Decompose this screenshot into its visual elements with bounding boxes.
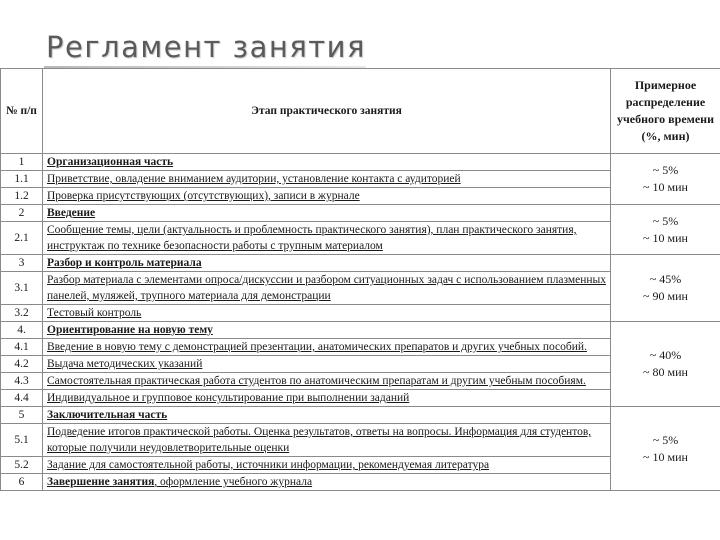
- stage-text: Введение: [43, 205, 611, 222]
- row-number: 5: [1, 407, 43, 424]
- table-row: [1, 205, 720, 222]
- table-row: [1, 255, 720, 272]
- time-block-5: [611, 407, 720, 491]
- row-number: 4.1: [1, 339, 43, 356]
- time-percent: ~ 5%: [652, 432, 679, 447]
- time-percent: ~ 40%: [649, 348, 682, 362]
- table-row: [1, 407, 720, 424]
- stage-text: [43, 474, 611, 491]
- stage-text: Самостоятельная практическая работа студентов по анатомическим препаратам и другим учебным пособиям.: [43, 373, 611, 390]
- time-block-2: [611, 205, 720, 255]
- row-number: 1.1: [1, 171, 43, 188]
- row-number: 5.2: [1, 457, 43, 474]
- stage-text: Разбор материала с элементами опроса/дискуссии и разбором ситуационных задач с использованием плазменных панелей, муляжей, трупного материала для демонстрации: [43, 272, 611, 305]
- stage-text: Приветствие, овладение вниманием аудитории, установление контакта с аудиторией: [43, 171, 611, 188]
- stage-text: Подведение итогов практической работы. Оценка результатов, ответы на вопросы. Информация для студентов, которые получили неудовлетворительные оценки: [43, 424, 611, 457]
- row-number: 3: [1, 255, 43, 272]
- time-percent: ~ 45%: [649, 272, 682, 286]
- time-block-1: [611, 154, 720, 205]
- row-number: 3.1: [1, 272, 43, 305]
- stage-text: Организационная часть: [43, 154, 611, 171]
- row-number: 1: [1, 154, 43, 171]
- time-percent: ~ 5%: [652, 213, 679, 228]
- time-minutes: ~ 10 мин: [643, 180, 688, 194]
- row-number: 2.1: [1, 222, 43, 255]
- stage-text: Сообщение темы, цели (актуальность и проблемность практического занятия), план практического занятия, инструктаж по технике безопасности работы с трупным материалом: [43, 222, 611, 255]
- header-number: № п/п: [1, 69, 43, 154]
- time-minutes: ~ 90 мин: [643, 289, 688, 303]
- row-number: 4.3: [1, 373, 43, 390]
- table-row: [1, 322, 720, 339]
- stage-text: Проверка присутствующих (отсутствующих), записи в журнале: [43, 188, 611, 205]
- header-stage: Этап практического занятия: [43, 69, 611, 154]
- stage-text: Ориентирование на новую тему: [43, 322, 611, 339]
- stage-text-bold: Завершение занятия: [47, 476, 155, 488]
- row-number: 5.1: [1, 424, 43, 457]
- stage-text: Тестовый контроль: [43, 305, 611, 322]
- stage-text: Задание для самостоятельной работы, источники информации, рекомендуемая литература: [43, 457, 611, 474]
- table-row: [1, 154, 720, 171]
- stage-text: Заключительная часть: [43, 407, 611, 424]
- slide-title: Регламент занятия: [46, 30, 366, 64]
- row-number: 4.: [1, 322, 43, 339]
- table-header-row: [1, 69, 720, 154]
- time-minutes: ~ 80 мин: [643, 365, 688, 379]
- header-time: Примерное распределение учебного времени (%, мин): [611, 69, 720, 154]
- stage-text: Выдача методических указаний: [43, 356, 611, 373]
- time-minutes: ~ 10 мин: [643, 230, 688, 245]
- row-number: 6: [1, 474, 43, 491]
- row-number: 4.2: [1, 356, 43, 373]
- stage-text: Разбор и контроль материала: [43, 255, 611, 272]
- row-number: 4.4: [1, 390, 43, 407]
- stage-text-rest: , оформление учебного журнала: [154, 476, 313, 488]
- stage-text: Индивидуальное и групповое консультирование при выполнении заданий: [43, 390, 611, 407]
- row-number: 2: [1, 205, 43, 222]
- time-percent: ~ 5%: [652, 163, 679, 177]
- time-minutes: ~ 10 мин: [643, 449, 688, 464]
- stage-text: Введение в новую тему с демонстрацией презентации, анатомических препаратов и других учебных пособий.: [43, 339, 611, 356]
- row-number: 1.2: [1, 188, 43, 205]
- time-block-3: [611, 255, 720, 322]
- time-block-4: [611, 322, 720, 407]
- schedule-table: [0, 68, 720, 491]
- row-number: 3.2: [1, 305, 43, 322]
